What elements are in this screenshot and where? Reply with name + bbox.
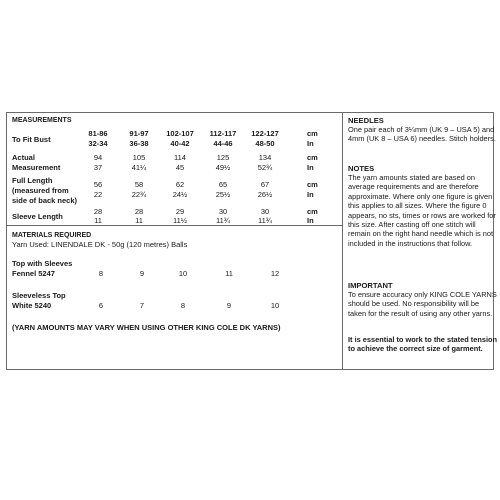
actual-in-1: 37 (93, 163, 103, 172)
size-3-cm: 102-107 (166, 129, 194, 138)
sleeve-cm-5: 30 (260, 207, 270, 216)
sleeve-in-3: 11½ (172, 216, 188, 225)
actual-in-3: 45 (175, 163, 185, 172)
sleeve-cm-1: 28 (93, 207, 103, 216)
sleeve-in-2: 11 (135, 216, 143, 225)
full-length-label-2: (measured from (12, 186, 69, 195)
sleeve-cm-3: 29 (175, 207, 185, 216)
sleeve-unit-in: In (307, 216, 314, 225)
sleeve-cm-4: 30 (218, 207, 228, 216)
size-3-in: 40-42 (170, 139, 190, 148)
notes-heading: NOTES (348, 164, 375, 173)
actual-unit-in: In (307, 163, 314, 172)
top-sleeves-qty-5: 12 (270, 269, 280, 278)
yarn-used: Yarn Used: LINENDALE DK - 50g (120 metres) Balls (12, 240, 188, 249)
yarn-variance-note: (YARN AMOUNTS MAY VARY WHEN USING OTHER KING COLE DK YARNS) (12, 323, 281, 332)
actual-cm-1: 94 (93, 153, 103, 162)
full-in-2: 22¾ (131, 190, 147, 199)
actual-cm-2: 105 (132, 153, 146, 162)
full-cm-4: 65 (218, 180, 228, 189)
sleeveless-qty-5: 10 (270, 301, 280, 310)
full-cm-3: 62 (175, 180, 185, 189)
full-length-label-3: side of back neck) (12, 196, 78, 205)
pattern-info-table (6, 112, 498, 370)
top-sleeves-qty-2: 9 (139, 269, 145, 278)
needles-text: One pair each of 3¼mm (UK 9 – USA 5) and 4mm (UK 8 – USA 6) needles. Stitch holders. (348, 125, 496, 144)
size-2-in: 36-38 (129, 139, 149, 148)
sleeve-in-4: 11¾ (215, 216, 231, 225)
unit-in: In (307, 139, 314, 148)
actual-in-5: 52¾ (257, 163, 273, 172)
sleeveless-qty-4: 9 (226, 301, 232, 310)
sleeve-in-1: 11 (94, 216, 102, 225)
sleeveless-qty-2: 7 (139, 301, 145, 310)
actual-unit-cm: cm (307, 153, 318, 162)
size-1-cm: 81-86 (88, 129, 108, 138)
size-5-in: 48-50 (255, 139, 275, 148)
top-sleeves-qty-3: 10 (178, 269, 188, 278)
full-in-3: 24½ (172, 190, 188, 199)
needles-heading: NEEDLES (348, 116, 384, 125)
actual-cm-5: 134 (258, 153, 272, 162)
to-fit-bust-label: To Fit Bust (12, 135, 51, 144)
full-cm-5: 67 (260, 180, 270, 189)
section-divider (7, 225, 342, 226)
sleeveless-qty-3: 8 (180, 301, 186, 310)
full-length-label-1: Full Length (12, 176, 53, 185)
size-5-cm: 122-127 (251, 129, 279, 138)
sleeveless-label-2: White 5240 (12, 301, 52, 310)
actual-cm-4: 125 (216, 153, 230, 162)
full-cm-1: 56 (93, 180, 103, 189)
top-sleeves-qty-1: 8 (98, 269, 104, 278)
full-cm-2: 58 (134, 180, 144, 189)
size-4-cm: 112-117 (209, 129, 237, 138)
top-sleeves-label-2: Fennel 5247 (12, 269, 55, 278)
actual-in-4: 49½ (215, 163, 231, 172)
full-unit-cm: cm (307, 180, 318, 189)
tension-note: It is essential to work to the stated tension to achieve the correct size of garment. (348, 335, 498, 354)
actual-in-2: 41¼ (131, 163, 147, 172)
top-sleeves-qty-4: 11 (225, 269, 233, 278)
sleeve-cm-2: 28 (134, 207, 144, 216)
notes-text: The yarn amounts stated are based on average requirements and are therefore approximate. Where only one figure is given this applies to all sizes. Where the figure 0 appears, no sts, times or rows are worked for this size. After casting off one stitch will remain on the right hand needle which is not included in the instructions that follow. (348, 173, 496, 248)
sleeveless-qty-1: 6 (98, 301, 104, 310)
materials-heading: MATERIALS REQUIRED (12, 232, 92, 239)
full-in-5: 26½ (257, 190, 273, 199)
unit-cm: cm (307, 129, 318, 138)
size-2-cm: 91-97 (129, 129, 149, 138)
full-in-1: 22 (93, 190, 103, 199)
sleeve-unit-cm: cm (307, 207, 318, 216)
top-sleeves-label-1: Top with Sleeves (12, 259, 73, 268)
full-unit-in: In (307, 190, 314, 199)
size-1-in: 32-34 (88, 139, 108, 148)
measurements-heading: MEASUREMENTS (12, 117, 72, 124)
full-in-4: 25½ (215, 190, 231, 199)
column-divider (342, 113, 343, 369)
sleeveless-label-1: Sleeveless Top (12, 291, 66, 300)
important-heading: IMPORTANT (348, 281, 393, 290)
actual-label-2: Measurement (12, 163, 61, 172)
important-text: To ensure accuracy only KING COLE YARNS should be used. No responsibility will be taken for the result of using any other yarns. (348, 290, 497, 318)
actual-label-1: Actual (12, 153, 35, 162)
size-4-in: 44-46 (213, 139, 233, 148)
sleeve-length-label: Sleeve Length (12, 212, 63, 221)
actual-cm-3: 114 (174, 153, 186, 162)
sleeve-in-5: 11¾ (257, 216, 273, 225)
